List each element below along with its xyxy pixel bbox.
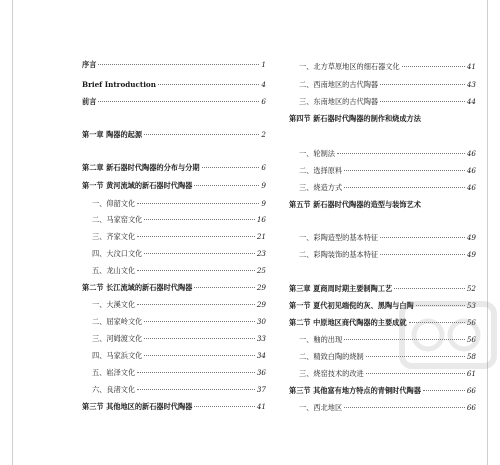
toc-entry-page: 56 (466, 335, 476, 344)
dot-leader (380, 253, 465, 255)
toc-entry-title: 三、烧窑技术的改进 (299, 369, 364, 378)
toc-entry-page: 44 (466, 97, 476, 106)
dot-leader (344, 338, 465, 340)
dot-leader (144, 320, 255, 322)
toc-entry (289, 301, 476, 311)
dot-leader (423, 389, 465, 391)
toc-entry (82, 181, 266, 191)
toc-entry-title: 第一节 黄河流域的新石器时代陶器 (82, 181, 193, 190)
toc-entry-title: 五、龙山文化 (92, 266, 136, 275)
dot-leader (144, 252, 255, 254)
toc-entry-title: 第三节 其他富有地方特点的青铜时代陶器 (289, 386, 421, 395)
toc-entry-page: 9 (261, 181, 266, 190)
toc-entry (289, 250, 476, 260)
toc-entry-title: 四、大汶口文化 (92, 249, 143, 258)
toc-entry-title: 二、彩陶装饰的基本特征 (299, 250, 379, 259)
dot-leader (337, 152, 465, 154)
dot-leader (144, 337, 255, 339)
toc-entry-title: 第五节 新石器时代陶器的造型与装饰艺术 (289, 200, 421, 209)
dot-leader (98, 63, 259, 65)
dot-leader (380, 236, 465, 238)
toc-entry-title: 二、马家窑文化 (92, 215, 143, 224)
page-gutter-left (12, 0, 13, 465)
toc-entry-title: 六、良渚文化 (92, 385, 136, 394)
toc-entry-title: 二、屈家岭文化 (92, 317, 143, 326)
toc-entry (82, 130, 266, 140)
dot-leader (380, 83, 465, 85)
toc-entry-page: 46 (466, 149, 476, 158)
toc-entry-page: 6 (261, 163, 266, 172)
toc-entry (289, 62, 476, 72)
toc-entry (289, 386, 476, 396)
toc-entry-page: 21 (256, 232, 266, 241)
toc-entry (82, 385, 266, 395)
toc-entry-page: 41 (256, 402, 266, 411)
toc-entry-page: 16 (256, 215, 266, 224)
toc-entry (289, 97, 476, 107)
dot-leader (98, 100, 259, 102)
toc-entry-title: 第三节 其他地区的新石器时代陶器 (82, 402, 193, 411)
toc-entry-title: 前言 (82, 97, 97, 106)
toc-entry-page: 2 (261, 130, 266, 139)
toc-entry-page: 66 (466, 403, 476, 412)
toc-entry-title: 三、东南地区的古代陶器 (299, 97, 379, 106)
toc-entry-page: 66 (466, 386, 476, 395)
dot-leader (194, 184, 259, 186)
toc-entry (82, 215, 266, 225)
dot-leader (144, 133, 259, 135)
toc-entry-page: 46 (466, 166, 476, 175)
toc-entry-title: 序言 (82, 60, 97, 69)
toc-entry-page: 25 (256, 266, 266, 275)
toc-entry (289, 403, 476, 413)
toc-entry-page: 41 (466, 62, 476, 71)
toc-entry-page: 1 (261, 60, 266, 69)
toc-entry-page: 37 (256, 385, 266, 394)
toc-entry-title: 二、精致白陶的烧制 (299, 352, 364, 361)
toc-entry-title: 一、西北地区 (299, 403, 343, 412)
dot-leader (366, 355, 465, 357)
toc-entry (82, 283, 266, 293)
toc-column-left (82, 0, 266, 465)
toc-column-right (289, 0, 476, 465)
dot-leader (137, 371, 255, 373)
toc-entry (82, 402, 266, 412)
dot-leader (380, 100, 465, 102)
toc-entry-title: 二、选择原料 (299, 166, 343, 175)
toc-entry-title: 一、北方草原地区的细石器文化 (299, 62, 400, 71)
toc-entry (82, 97, 266, 107)
dot-leader (194, 286, 255, 288)
toc-entry (82, 334, 266, 344)
dot-leader (344, 406, 465, 408)
toc-entry (82, 351, 266, 361)
toc-entry-page: 9 (261, 199, 266, 208)
toc-entry-page: 29 (256, 300, 266, 309)
toc-entry-title: 第二节 中原地区商代陶器的主要成就 (289, 318, 407, 327)
toc-entry (289, 149, 476, 159)
dot-leader (344, 169, 465, 171)
toc-entry-page: 56 (466, 318, 476, 327)
toc-entry-title: 三、河姆渡文化 (92, 334, 143, 343)
toc-entry-page: 53 (466, 301, 476, 310)
toc-entry (289, 80, 476, 90)
toc-entry (82, 199, 266, 209)
toc-entry (289, 166, 476, 176)
toc-entry (289, 233, 476, 243)
toc-entry-title: 一、仰韶文化 (92, 199, 136, 208)
toc-entry (289, 284, 476, 294)
toc-entry-title: 一、彩陶造型的基本特征 (299, 233, 379, 242)
toc-entry (82, 368, 266, 378)
toc-entry (289, 183, 476, 193)
toc-entry (289, 335, 476, 345)
dot-leader (194, 405, 255, 407)
toc-entry-title: 三、齐家文化 (92, 232, 136, 241)
toc-entry (289, 318, 476, 328)
toc-entry-title: 第二节 长江流域的新石器时代陶器 (82, 283, 193, 292)
toc-entry (82, 163, 266, 173)
dot-leader (137, 269, 255, 271)
dot-leader (137, 388, 255, 390)
dot-leader (158, 83, 259, 85)
toc-entry (289, 369, 476, 379)
toc-entry-page: 36 (256, 368, 266, 377)
toc-entry-title: 二、西南地区的古代陶器 (299, 80, 379, 89)
toc-entry-page: 49 (466, 250, 476, 259)
toc-entry-title: 一、大溪文化 (92, 300, 136, 309)
toc-entry (82, 80, 266, 90)
dot-leader (137, 235, 255, 237)
toc-entry (82, 266, 266, 276)
toc-entry-page: 33 (256, 334, 266, 343)
toc-entry (82, 232, 266, 242)
toc-entry-title: 第四节 新石器时代陶器的制作和烧成方法 (289, 114, 421, 123)
toc-entry-page: 6 (261, 97, 266, 106)
toc-entry-title: 第一章 陶器的起源 (82, 130, 143, 139)
toc-entry (82, 249, 266, 259)
dot-leader (344, 186, 465, 188)
toc-entry-page: 46 (466, 183, 476, 192)
toc-entry-title: 一、轮制法 (299, 149, 335, 158)
toc-entry-page: 58 (466, 352, 476, 361)
toc-entry-title: 第三章 夏商周时期主要制陶工艺 (289, 284, 393, 293)
toc-entry-page: 30 (256, 317, 266, 326)
dot-leader (402, 65, 465, 67)
toc-entry-page: 34 (256, 351, 266, 360)
dot-leader (144, 354, 255, 356)
toc-entry-title: 五、崧泽文化 (92, 368, 136, 377)
toc-entry (289, 200, 476, 210)
toc-entry (82, 317, 266, 327)
toc-entry (82, 300, 266, 310)
toc-entry-title: 第二章 新石器时代陶器的分布与分期 (82, 163, 200, 172)
toc-entry-title: 第一节 夏代初见端倪的灰、黑陶与白陶 (289, 301, 414, 310)
toc-entry-page: 61 (466, 369, 476, 378)
toc-entry-page: 29 (256, 283, 266, 292)
dot-leader (416, 304, 465, 306)
toc-entry-page: 49 (466, 233, 476, 242)
dot-leader (144, 218, 255, 220)
dot-leader (409, 321, 465, 323)
toc-entry (289, 114, 476, 124)
toc-entry-page: 43 (466, 80, 476, 89)
dot-leader (137, 303, 255, 305)
dot-leader (394, 287, 465, 289)
toc-entry (289, 352, 476, 362)
toc-entry-title: Brief Introduction (82, 80, 156, 89)
dot-leader (366, 372, 465, 374)
toc-entry (82, 60, 266, 70)
dot-leader (202, 166, 260, 168)
toc-entry-title: 四、马家浜文化 (92, 351, 143, 360)
toc-entry-title: 一、釉的出现 (299, 335, 343, 344)
page-gutter-right (487, 0, 488, 465)
toc-entry-page: 52 (466, 284, 476, 293)
toc-entry-page: 23 (256, 249, 266, 258)
toc-entry-title: 三、烧造方式 (299, 183, 343, 192)
dot-leader (137, 202, 259, 204)
toc-entry-page: 4 (261, 80, 266, 89)
